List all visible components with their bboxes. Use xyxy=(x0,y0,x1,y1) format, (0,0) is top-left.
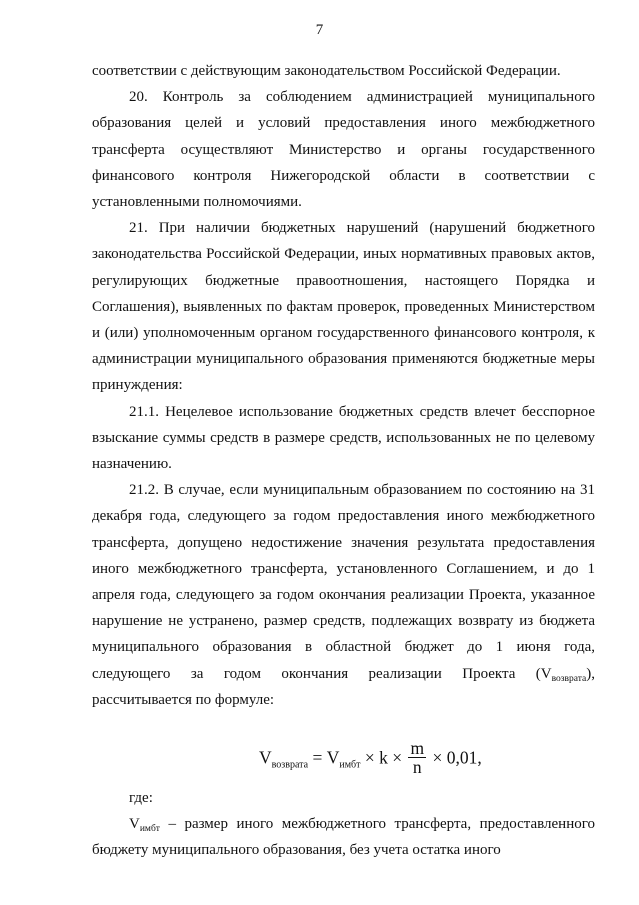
definition-v-imbt xyxy=(92,811,595,863)
def-v-subscript: имбт xyxy=(139,824,160,835)
formula-v-imbt: V xyxy=(326,747,340,768)
where-label: где: xyxy=(129,790,153,807)
formula-fraction xyxy=(408,739,426,776)
def-text: – размер иного межбюджетного трансферта, предоставленного бюджету муниципального образования, без учета остатка иного xyxy=(92,816,595,859)
page-number: 7 xyxy=(315,22,324,38)
formula-sub-return: возврата xyxy=(271,759,309,771)
paragraph-21-2 xyxy=(92,477,595,713)
formula-tail: × 0,01, xyxy=(428,747,482,768)
paragraph-21-2-text: 21.2. В случае, если муниципальным образованием по состоянию на 31 декабря года, следующего за годом предоставления иного межбюджетного трансферта, допущено недостижение значения результата предоставления иного межбюджетного трансферта, установленного Соглашением, и до 1 апреля года, следующего за годом окончания реализации Проекта, указанное нарушение не устранено, размер средств, подлежащих возврату из бюджета муниципального образования в областной бюджет до 1 июня года, следующего за годом окончания реализации Проекта xyxy=(92,482,595,682)
v-return-subscript: возврата xyxy=(551,673,587,684)
return-formula xyxy=(92,717,595,783)
paragraph-21-1: 21.1. Нецелевое использование бюджетных средств влечет бесспорное взыскание суммы средств в размере средств, использованных не по целевому назначению. xyxy=(92,403,595,473)
paragraph-continuation: соответствии с действующим законодательством Российской Федерации. xyxy=(92,63,561,79)
paragraph-21-2-tail: ), рассчитывается по формуле: xyxy=(92,665,595,708)
fraction-denominator: n xyxy=(408,757,426,776)
v-return-open: (V xyxy=(535,665,552,682)
formula-v-return: V xyxy=(259,747,272,768)
paragraph-20: 20. Контроль за соблюдением администрацией муниципального образования целей и условий предоставления иного межбюджетного трансферта осуществляют Министерство и органы государственного финансового контроля Нижегородской области в соответствии с установленными полномочиями. xyxy=(92,89,595,211)
fraction-numerator: m xyxy=(410,738,425,759)
formula-equals: = xyxy=(308,747,327,768)
document-body xyxy=(92,58,595,864)
paragraph-21: 21. При наличии бюджетных нарушений (нарушений бюджетного законодательства Российской Федерации, иных нормативных правовых актов, регулирующих бюджетные правоотношения, настоящего Порядка и Соглашения), выявленных по фактам проверок, проведенных Министерством и (или) уполномоченным органом государственного финансового контроля, к администрации муниципального образования применяются бюджетные меры принуждения: xyxy=(92,220,595,394)
formula-times-k: × k × xyxy=(360,747,407,768)
formula-line xyxy=(259,738,482,778)
formula-sub-imbt: имбт xyxy=(339,759,361,771)
def-v: V xyxy=(129,816,140,833)
